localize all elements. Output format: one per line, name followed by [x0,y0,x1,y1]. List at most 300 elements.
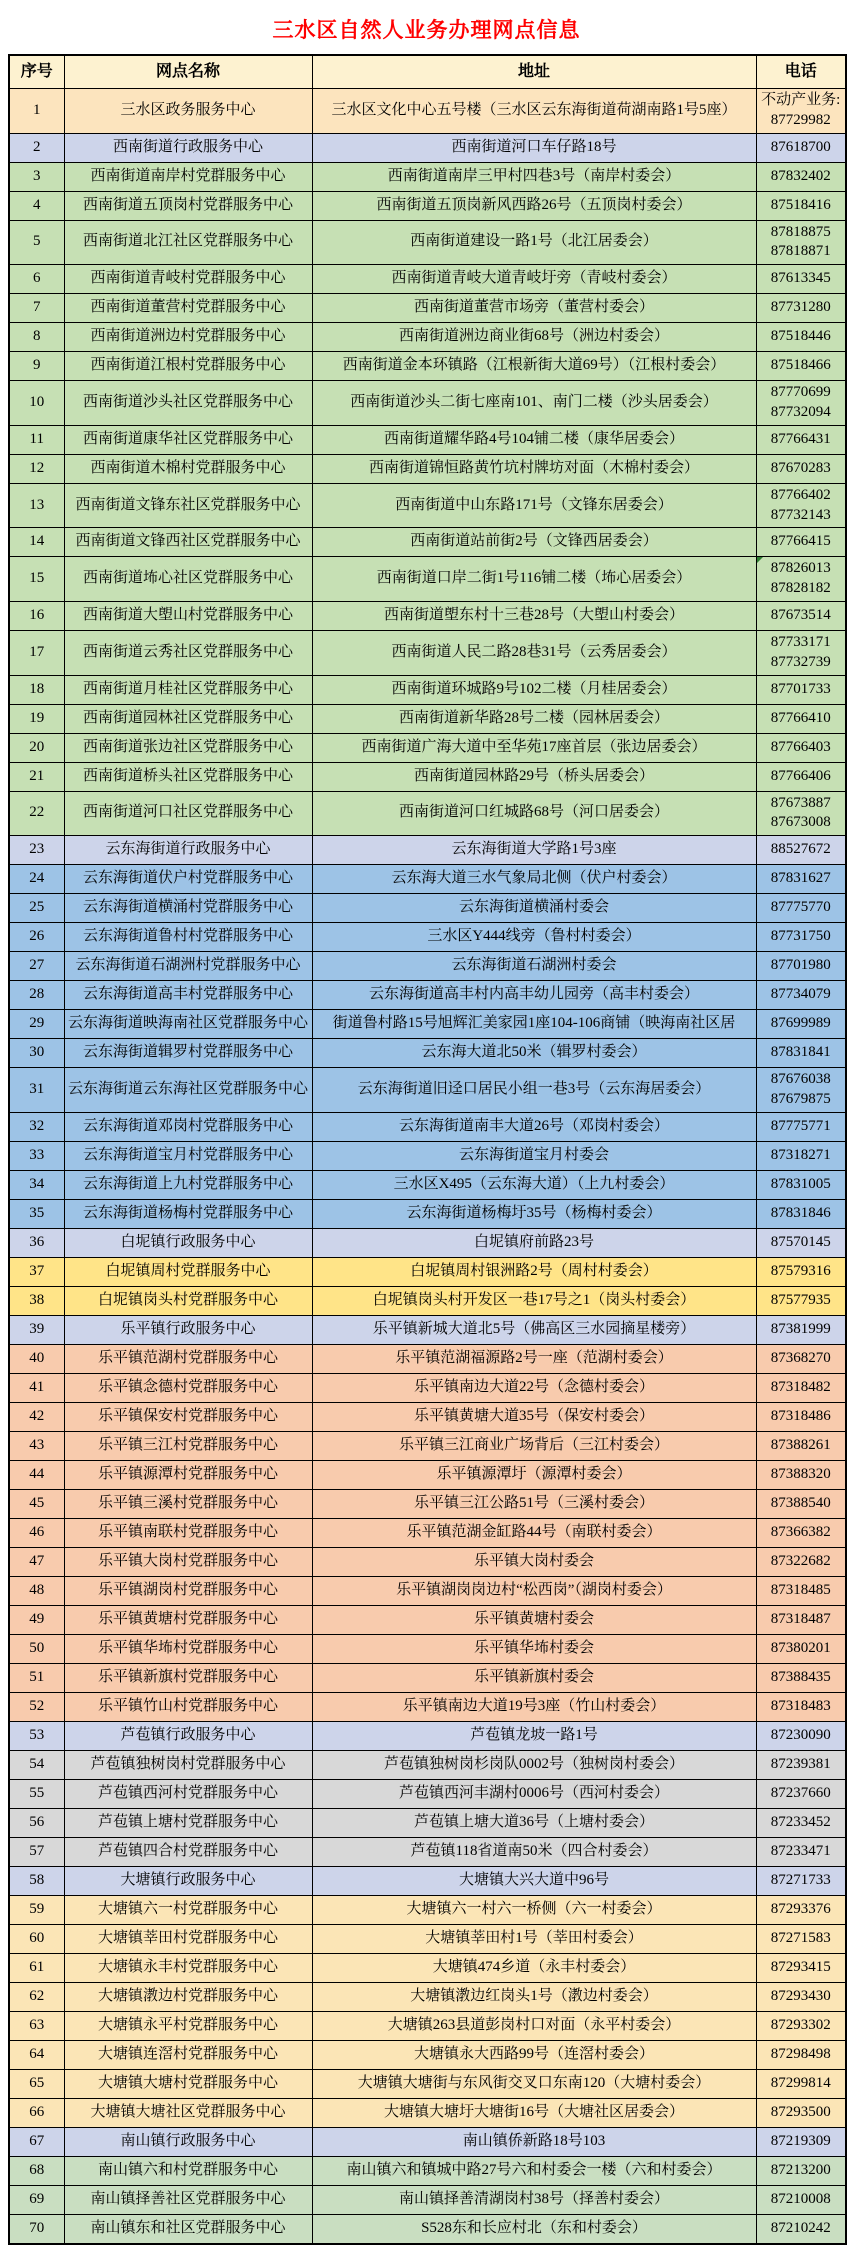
row-index-cell: 48 [9,1576,64,1605]
phone-line: 87766431 [770,430,831,447]
row-index-cell: 9 [9,352,64,381]
address-cell: 乐平镇源潭圩（源潭村委会） [312,1460,756,1489]
address-cell: 西南街道河口红城路68号（河口居委会） [312,791,756,836]
address-cell: 西南街道塱东村十三巷28号（大塱山村委会） [312,601,756,630]
table-row [9,528,846,557]
row-index-cell: 42 [9,1402,64,1431]
phone-cell [756,1344,846,1373]
phone-line: 87368270 [770,1349,831,1366]
site-name-cell: 南山镇行政服务中心 [64,2127,312,2156]
table-row [9,1837,846,1866]
phone-line: 87673008 [770,814,831,831]
row-index-cell: 20 [9,733,64,762]
table-row [9,89,846,134]
phone-cell [756,2156,846,2185]
row-index-cell: 19 [9,704,64,733]
address-cell: 西南街道新华路28号二楼（园林居委会） [312,704,756,733]
phone-line: 87818875 [770,223,831,240]
phone-cell [756,2098,846,2127]
row-index-cell: 41 [9,1373,64,1402]
address-cell: 西南街道金本环镇路（江根新街大道69号）（江根村委会） [312,352,756,381]
row-index-cell: 65 [9,2069,64,2098]
phone-cell [756,1692,846,1721]
site-name-cell: 云东海街道行政服务中心 [64,836,312,865]
row-index-cell: 38 [9,1286,64,1315]
address-cell: 大塘镇263县道彭岗村口对面（永平村委会） [312,2011,756,2040]
phone-cell [756,2040,846,2069]
table-row [9,1808,846,1837]
table-row [9,1315,846,1344]
row-index-cell: 5 [9,220,64,265]
table-row [9,1663,846,1692]
phone-cell [756,1228,846,1257]
phone-line: 87766402 [770,486,831,503]
address-cell: 云东海街道石湖洲村委会 [312,952,756,981]
table-row [9,762,846,791]
row-index-cell: 30 [9,1039,64,1068]
site-name-cell: 大塘镇大塘村党群服务中心 [64,2069,312,2098]
address-cell: 云东海街道横涌村委会 [312,894,756,923]
row-index-cell: 60 [9,1924,64,1953]
address-cell: 云东海大道三水气象局北侧（伏户村委会） [312,865,756,894]
phone-cell [756,981,846,1010]
phone-line: 87828182 [770,580,831,597]
phone-cell [756,762,846,791]
phone-cell [756,1663,846,1692]
page-title: 三水区自然人业务办理网点信息 [272,18,581,42]
row-index-cell: 49 [9,1605,64,1634]
row-index-cell: 8 [9,323,64,352]
table-row [9,2185,846,2214]
phone-line: 87732094 [770,403,831,420]
table-row [9,865,846,894]
site-name-cell: 乐平镇范湖村党群服务中心 [64,1344,312,1373]
phone-line: 87732739 [770,653,831,670]
table-row [9,2069,846,2098]
row-index-cell: 69 [9,2185,64,2214]
site-name-cell: 西南街道北江社区党群服务中心 [64,220,312,265]
address-cell: 西南街道口岸二街1号116铺二楼（㘵心居委会） [312,557,756,602]
table-row [9,1286,846,1315]
phone-cell [756,2185,846,2214]
table-row [9,323,846,352]
phone-cell [756,1866,846,1895]
address-cell: 大塘镇大塘圩大塘街16号（大塘社区居委会） [312,2098,756,2127]
address-cell: 乐平镇南边大道22号（念德村委会） [312,1373,756,1402]
row-index-cell: 70 [9,2214,64,2244]
phone-line: 87701733 [770,680,831,697]
row-index-cell: 31 [9,1068,64,1113]
phone-cell [756,483,846,528]
site-name-cell: 乐平镇保安村党群服务中心 [64,1402,312,1431]
phone-line: 87733171 [770,633,831,650]
site-name-cell: 西南街道园林社区党群服务中心 [64,704,312,733]
phone-line: 87826013 [770,560,831,577]
phone-line: 87832402 [770,167,831,184]
address-cell: 云东海街道大学路1号3座 [312,836,756,865]
phone-cell [756,1112,846,1141]
phone-line: 87766415 [770,533,831,550]
table-row [9,352,846,381]
phone-cell [756,791,846,836]
table-row [9,265,846,294]
site-name-cell: 芦苞镇西河村党群服务中心 [64,1779,312,1808]
phone-cell [756,1286,846,1315]
row-index-cell: 27 [9,952,64,981]
site-name-cell: 云东海街道高丰村党群服务中心 [64,981,312,1010]
address-cell: 西南街道洲边商业街68号（洲边村委会） [312,323,756,352]
table-row [9,1228,846,1257]
site-name-cell: 乐平镇行政服务中心 [64,1315,312,1344]
phone-cell [756,1605,846,1634]
site-name-cell: 大塘镇行政服务中心 [64,1866,312,1895]
table-row [9,981,846,1010]
phone-line: 87731280 [770,299,831,316]
column-header-phone: 电话 [756,55,846,89]
phone-cell [756,894,846,923]
row-index-cell: 22 [9,791,64,836]
phone-line: 87293302 [770,2016,831,2033]
phone-line: 87271583 [770,1929,831,1946]
address-cell: 西南街道耀华路4号104铺二楼（康华居委会） [312,425,756,454]
table-row [9,2156,846,2185]
table-row [9,1112,846,1141]
table-row [9,425,846,454]
phone-line: 87518466 [770,357,831,374]
row-index-cell: 45 [9,1489,64,1518]
phone-cell [756,1010,846,1039]
table-row [9,133,846,162]
address-cell: 芦苞镇龙坡一路1号 [312,1721,756,1750]
table-row [9,381,846,426]
site-name-cell: 南山镇东和社区党群服务中心 [64,2214,312,2244]
site-name-cell: 乐平镇三江村党群服务中心 [64,1431,312,1460]
row-index-cell: 34 [9,1170,64,1199]
row-index-cell: 36 [9,1228,64,1257]
table-row [9,601,846,630]
table-row [9,1010,846,1039]
address-cell: 乐平镇范湖福源路2号一座（范湖村委会） [312,1344,756,1373]
phone-cell [756,1141,846,1170]
table-row [9,1518,846,1547]
phone-line: 87388540 [770,1494,831,1511]
table-row [9,2011,846,2040]
address-cell: 南山镇侨新路18号103 [312,2127,756,2156]
phone-cell [756,352,846,381]
site-name-cell: 西南街道五顶岗村党群服务中心 [64,191,312,220]
address-cell: 街道鲁村路15号旭辉汇美家园1座104-106商铺（映海南社区居 [312,1010,756,1039]
site-name-cell: 西南街道大塱山村党群服务中心 [64,601,312,630]
table-row [9,836,846,865]
phone-line: 87518446 [770,328,831,345]
site-name-cell: 乐平镇大岗村党群服务中心 [64,1547,312,1576]
address-cell: 乐平镇南边大道19号3座（竹山村委会） [312,1692,756,1721]
site-name-cell: 乐平镇三溪村党群服务中心 [64,1489,312,1518]
table-row [9,894,846,923]
phone-cell [756,425,846,454]
address-cell: 西南街道站前街2号（文锋西居委会） [312,528,756,557]
row-index-cell: 7 [9,294,64,323]
phone-cell [756,675,846,704]
row-index-cell: 37 [9,1257,64,1286]
table-row [9,1431,846,1460]
site-name-cell: 白坭镇岗头村党群服务中心 [64,1286,312,1315]
site-name-cell: 西南街道河口社区党群服务中心 [64,791,312,836]
phone-cell [756,1808,846,1837]
address-cell: 大塘镇474乡道（永丰村委会） [312,1953,756,1982]
address-cell: 三水区Y444线旁（鲁村村委会） [312,923,756,952]
site-name-cell: 云东海街道宝月村党群服务中心 [64,1141,312,1170]
site-name-cell: 大塘镇连滘村党群服务中心 [64,2040,312,2069]
site-name-cell: 云东海街道映海南社区党群服务中心 [64,1010,312,1039]
phone-line: 87618700 [770,138,831,155]
site-name-cell: 西南街道张边社区党群服务中心 [64,733,312,762]
phone-line: 87673887 [770,794,831,811]
row-index-cell: 55 [9,1779,64,1808]
phone-line: 87233471 [770,1842,831,1859]
table-row [9,675,846,704]
phone-line: 87670283 [770,459,831,476]
phone-line: 87230090 [770,1726,831,1743]
phone-line: 87388261 [770,1436,831,1453]
address-cell: 云东海街道宝月村委会 [312,1141,756,1170]
row-index-cell: 11 [9,425,64,454]
site-name-cell: 西南街道江根村党群服务中心 [64,352,312,381]
site-name-cell: 云东海街道杨梅村党群服务中心 [64,1199,312,1228]
phone-cell [756,1982,846,2011]
phone-cell [756,1315,846,1344]
row-index-cell: 18 [9,675,64,704]
phone-line: 87699989 [770,1015,831,1032]
table-row [9,1344,846,1373]
table-row [9,1634,846,1663]
table-row [9,630,846,675]
phone-cell [756,454,846,483]
address-cell: 西南街道南岸三甲村四巷3号（南岸村委会） [312,162,756,191]
phone-line: 87210242 [770,2219,831,2236]
address-cell: 西南街道锦恒路黄竹坑村牌坊对面（木棉村委会） [312,454,756,483]
phone-line: 87293376 [770,1900,831,1917]
cell-error-marker-icon [757,557,763,563]
site-name-cell: 乐平镇竹山村党群服务中心 [64,1692,312,1721]
site-name-cell: 云东海街道云东海社区党群服务中心 [64,1068,312,1113]
row-index-cell: 59 [9,1895,64,1924]
row-index-cell: 63 [9,2011,64,2040]
phone-cell [756,1518,846,1547]
site-name-cell: 白坭镇行政服务中心 [64,1228,312,1257]
row-index-cell: 2 [9,133,64,162]
phone-cell [756,133,846,162]
phone-cell [756,704,846,733]
site-name-cell: 西南街道洲边村党群服务中心 [64,323,312,352]
site-name-cell: 西南街道董营村党群服务中心 [64,294,312,323]
phone-line: 87831846 [770,1204,831,1221]
row-index-cell: 58 [9,1866,64,1895]
phone-cell [756,1953,846,1982]
phone-cell [756,1170,846,1199]
phone-cell [756,1750,846,1779]
address-cell: 云东海街道高丰村内高丰幼儿园旁（高丰村委会） [312,981,756,1010]
column-header-index: 序号 [9,55,64,89]
column-header-address: 地址 [312,55,756,89]
row-index-cell: 51 [9,1663,64,1692]
phone-line: 87293415 [770,1958,831,1975]
table-row [9,1895,846,1924]
table-row [9,1982,846,2011]
address-cell: 乐平镇大岗村委会 [312,1547,756,1576]
table-row [9,704,846,733]
row-index-cell: 66 [9,2098,64,2127]
phone-line: 87775771 [770,1117,831,1134]
table-row [9,454,846,483]
site-name-cell: 西南街道云秀社区党群服务中心 [64,630,312,675]
table-row [9,1257,846,1286]
phone-cell [756,836,846,865]
row-index-cell: 50 [9,1634,64,1663]
phone-line: 87219309 [770,2132,831,2149]
phone-cell [756,1895,846,1924]
phone-line: 87770699 [770,384,831,401]
service-points-table [8,54,847,2245]
phone-line: 87732143 [770,506,831,523]
phone-cell [756,1373,846,1402]
table-row [9,1373,846,1402]
address-cell: 白坭镇周村银洲路2号（周村村委会） [312,1257,756,1286]
site-name-cell: 三水区政务服务中心 [64,89,312,134]
row-index-cell: 28 [9,981,64,1010]
table-row [9,1692,846,1721]
address-cell: 乐平镇三江公路51号（三溪村委会） [312,1489,756,1518]
phone-cell [756,601,846,630]
address-cell: 西南街道沙头二街七座南101、南门二楼（沙头居委会） [312,381,756,426]
phone-line: 87298498 [770,2045,831,2062]
site-name-cell: 西南街道青岐村党群服务中心 [64,265,312,294]
phone-line: 87518416 [770,196,831,213]
site-name-cell: 芦苞镇独树岗村党群服务中心 [64,1750,312,1779]
row-index-cell: 13 [9,483,64,528]
table-row [9,162,846,191]
phone-line: 87676038 [770,1071,831,1088]
address-cell: 大塘镇大塘街与东风街交叉口东南120（大塘村委会） [312,2069,756,2098]
site-name-cell: 南山镇择善社区党群服务中心 [64,2185,312,2214]
table-row [9,1721,846,1750]
site-name-cell: 云东海街道伏户村党群服务中心 [64,865,312,894]
table-row [9,1750,846,1779]
address-cell: 乐平镇范湖金缸路44号（南联村委会） [312,1518,756,1547]
site-name-cell: 大塘镇漖边村党群服务中心 [64,1982,312,2011]
site-name-cell: 乐平镇南联村党群服务中心 [64,1518,312,1547]
site-name-cell: 乐平镇华㘵村党群服务中心 [64,1634,312,1663]
row-index-cell: 53 [9,1721,64,1750]
address-cell: 大塘镇永大西路99号（连滘村委会） [312,2040,756,2069]
site-name-cell: 大塘镇大塘社区党群服务中心 [64,2098,312,2127]
phone-line: 87293430 [770,1987,831,2004]
phone-cell [756,2127,846,2156]
row-index-cell: 6 [9,265,64,294]
phone-cell [756,923,846,952]
phone-cell [756,1547,846,1576]
phone-line: 87766410 [770,709,831,726]
site-name-cell: 云东海街道上九村党群服务中心 [64,1170,312,1199]
phone-line: 87729982 [770,111,831,128]
phone-line: 87318482 [770,1378,831,1395]
phone-line: 88527672 [770,841,831,858]
phone-line: 87322682 [770,1552,831,1569]
address-cell: 芦苞镇西河丰湖村0006号（西河村委会） [312,1779,756,1808]
row-index-cell: 46 [9,1518,64,1547]
phone-line: 87299814 [770,2074,831,2091]
table-row [9,1039,846,1068]
address-cell: 芦苞镇118省道南50米（四合村委会） [312,1837,756,1866]
phone-cell [756,528,846,557]
phone-line: 87831005 [770,1175,831,1192]
row-index-cell: 43 [9,1431,64,1460]
site-name-cell: 西南街道沙头社区党群服务中心 [64,381,312,426]
table-row [9,557,846,602]
address-cell: 南山镇择善清湖岗村38号（择善村委会） [312,2185,756,2214]
address-cell: 云东海街道旧迳口居民小组一巷3号（云东海居委会） [312,1068,756,1113]
site-name-cell: 云东海街道石湖洲村党群服务中心 [64,952,312,981]
site-name-cell: 大塘镇六一村党群服务中心 [64,1895,312,1924]
table-row [9,483,846,528]
phone-cell [756,1402,846,1431]
address-cell: S528东和长应村北（东和村委会） [312,2214,756,2244]
phone-cell [756,381,846,426]
site-name-cell: 乐平镇念德村党群服务中心 [64,1373,312,1402]
phone-line: 87381999 [770,1320,831,1337]
phone-cell [756,1779,846,1808]
table-row [9,2040,846,2069]
phone-cell [756,265,846,294]
address-cell: 大塘镇大兴大道中96号 [312,1866,756,1895]
address-cell: 西南街道环城路9号102二楼（月桂居委会） [312,675,756,704]
site-name-cell: 大塘镇永平村党群服务中心 [64,2011,312,2040]
row-index-cell: 25 [9,894,64,923]
row-index-cell: 56 [9,1808,64,1837]
row-index-cell: 32 [9,1112,64,1141]
phone-cell [756,1257,846,1286]
row-index-cell: 54 [9,1750,64,1779]
phone-cell [756,1924,846,1953]
address-cell: 芦苞镇上塘大道36号（上塘村委会） [312,1808,756,1837]
phone-line: 87318486 [770,1407,831,1424]
address-cell: 西南街道园林路29号（桥头居委会） [312,762,756,791]
site-name-cell: 西南街道行政服务中心 [64,133,312,162]
address-cell: 乐平镇新旗村委会 [312,1663,756,1692]
phone-cell [756,630,846,675]
address-cell: 西南街道董营市场旁（董营村委会） [312,294,756,323]
phone-cell [756,1489,846,1518]
address-cell: 芦苞镇独树岗杉岗队0002号（独树岗村委会） [312,1750,756,1779]
phone-line: 87388320 [770,1465,831,1482]
phone-cell [756,323,846,352]
phone-cell [756,1199,846,1228]
phone-cell [756,2011,846,2040]
site-name-cell: 芦苞镇四合村党群服务中心 [64,1837,312,1866]
address-cell: 白坭镇岗头村开发区一巷17号之1（岗头村委会） [312,1286,756,1315]
row-index-cell: 24 [9,865,64,894]
site-name-cell: 西南街道文锋东社区党群服务中心 [64,483,312,528]
address-cell: 西南街道广海大道中至华苑17座首层（张边居委会） [312,733,756,762]
row-index-cell: 47 [9,1547,64,1576]
row-index-cell: 68 [9,2156,64,2185]
table-row [9,1866,846,1895]
phone-line: 87613345 [770,270,831,287]
site-name-cell: 云东海街道鲁村村党群服务中心 [64,923,312,952]
phone-line: 87577935 [770,1291,831,1308]
address-cell: 乐平镇新城大道北5号（佛高区三水园摘星楼旁） [312,1315,756,1344]
row-index-cell: 57 [9,1837,64,1866]
